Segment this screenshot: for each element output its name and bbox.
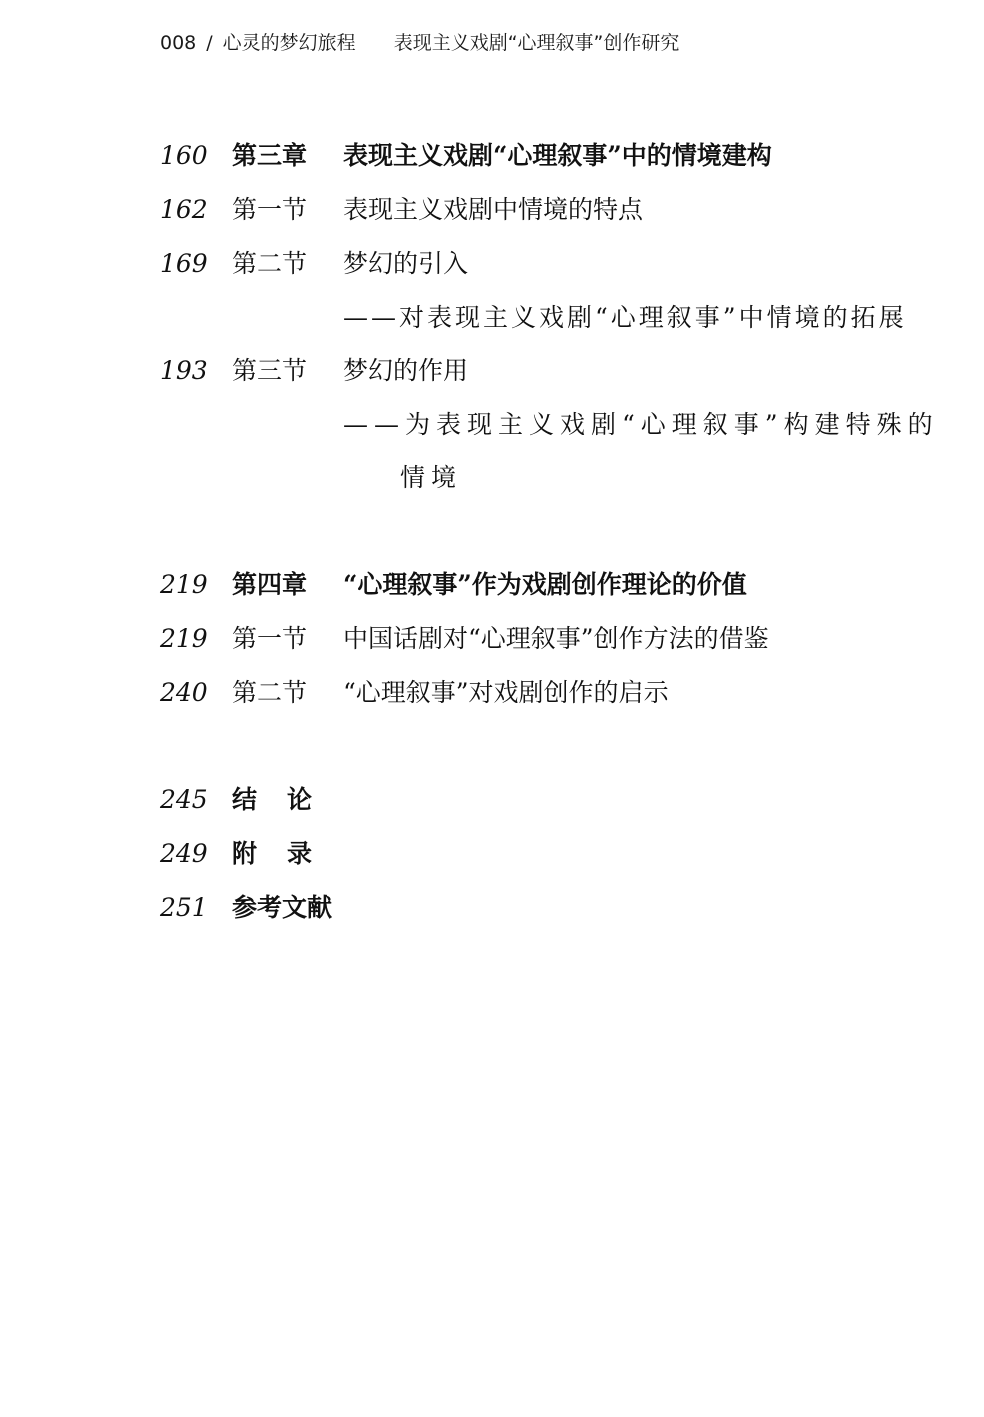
toc-page-number: 251 — [160, 893, 208, 922]
header-book-title: 心灵的梦幻旅程 — [222, 32, 356, 54]
section-label: 第二节 — [232, 678, 308, 707]
toc-page-number: 160 — [160, 141, 208, 170]
chapter-label: 第四章 — [232, 570, 308, 599]
toc-page-number: 162 — [160, 195, 208, 224]
section-label: 第一节 — [232, 195, 308, 224]
section-title: 梦幻的作用 — [343, 356, 469, 385]
end-matter-label: 参考文献 — [232, 893, 333, 922]
chapter-title: 表现主义戏剧“心理叙事”中的情境建构 — [343, 141, 772, 170]
end-matter-label: 附录 — [232, 839, 343, 868]
toc-page-number: 219 — [160, 624, 208, 653]
chapter-title: “心理叙事”作为戏剧创作理论的价值 — [343, 570, 747, 599]
end-matter-label: 结论 — [232, 785, 343, 814]
toc-page-number: 169 — [160, 249, 208, 278]
section-subtitle-continued: 情境 — [400, 463, 463, 492]
section-title: 梦幻的引入 — [343, 249, 469, 278]
section-subtitle: ——对表现主义戏剧“心理叙事”中情境的拓展 — [343, 303, 907, 332]
section-title: 中国话剧对“心理叙事”创作方法的借鉴 — [343, 624, 769, 653]
chapter-label: 第三章 — [232, 141, 308, 170]
toc-page-number: 245 — [160, 785, 208, 814]
header-page-number: 008 — [160, 32, 197, 54]
toc-page-number: 249 — [160, 839, 208, 868]
toc-page-number: 219 — [160, 570, 208, 599]
toc-page-number: 240 — [160, 678, 208, 707]
section-label: 第二节 — [232, 249, 308, 278]
section-title: 表现主义戏剧中情境的特点 — [343, 195, 644, 224]
section-subtitle: ——为表现主义戏剧“心理叙事”构建特殊的 — [343, 410, 939, 439]
section-label: 第一节 — [232, 624, 308, 653]
section-label: 第三节 — [232, 356, 308, 385]
header-separator: / — [206, 32, 213, 54]
section-title: “心理叙事”对戏剧创作的启示 — [343, 678, 669, 707]
toc-page-number: 193 — [160, 356, 208, 385]
running-header — [160, 28, 679, 55]
header-book-subtitle: 表现主义戏剧“心理叙事”创作研究 — [393, 32, 680, 54]
